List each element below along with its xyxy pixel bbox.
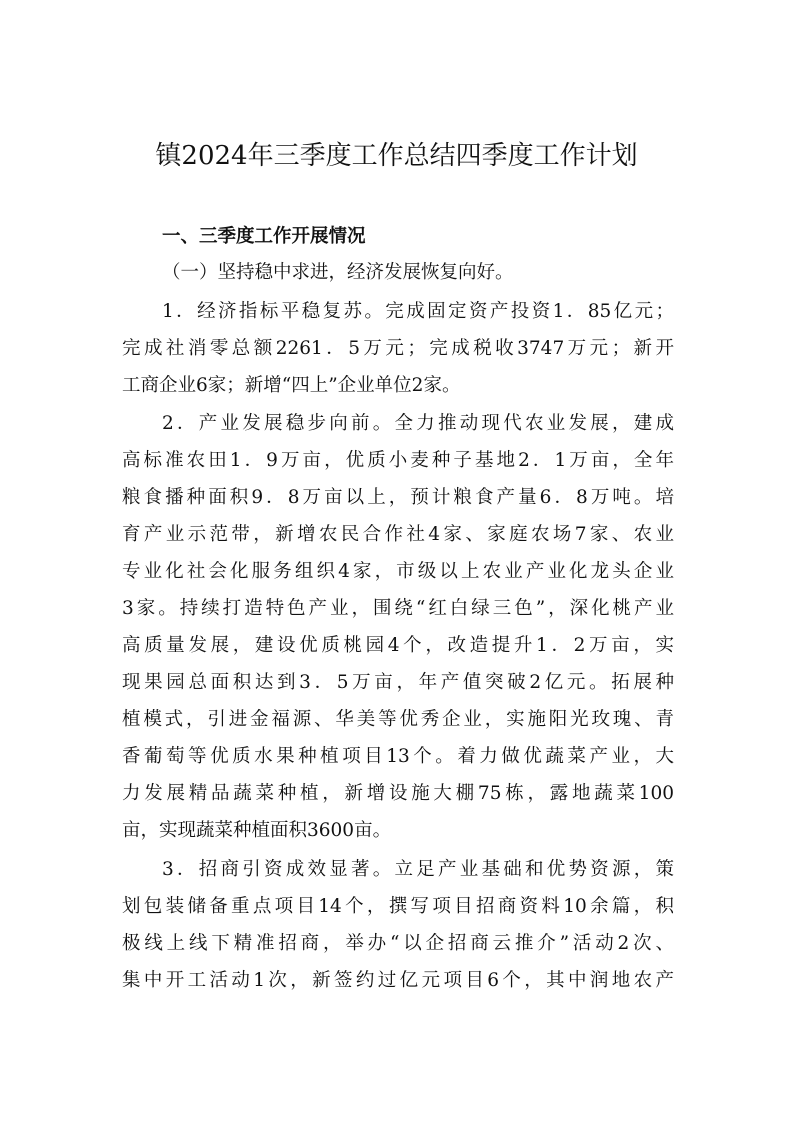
paragraph-line: 2．产业发展稳步向前。全力推动现代农业发展，建成 (162, 413, 674, 434)
paragraph-line: 完成社消零总额2261．5万元；完成税收3747万元；新开 (122, 338, 674, 359)
paragraph-line: 香葡萄等优质水果种植项目13个。着力做优蔬菜产业，大 (122, 746, 674, 767)
paragraph-line: 1．经济指标平稳复苏。完成固定资产投资1．85亿元； (162, 301, 674, 322)
paragraph-line: 专业化社会化服务组织4家，市级以上农业产业化龙头企业 (122, 561, 674, 582)
paragraph-line: 育产业示范带，新增农民合作社4家、家庭农场7家、农业 (122, 524, 674, 545)
paragraph-line: 亩，实现蔬菜种植面积3600亩。 (122, 820, 392, 841)
paragraph-line: 现果园总面积达到3．5万亩，年产值突破2亿元。拓展种 (122, 672, 674, 693)
paragraph-line: 高质量发展，建设优质桃园4个，改造提升1．2万亩，实 (122, 635, 674, 656)
paragraph-line: 粮食播种面积9．8万亩以上，预计粮食产量6．8万吨。培 (122, 487, 674, 508)
paragraph-line: 植模式，引进金福源、华美等优秀企业，实施阳光玫瑰、青 (122, 709, 674, 730)
document-title: 镇2024年三季度工作总结四季度工作计划 (155, 141, 638, 171)
paragraph-line: 高标准农田1．9万亩，优质小麦种子基地2．1万亩，全年 (122, 450, 674, 471)
paragraph-line: 极线上线下精准招商，举办“以企招商云推介”活动2次、 (122, 933, 674, 954)
paragraph-line: 3家。持续打造特色产业，围绕“红白绿三色”，深化桃产业 (122, 598, 674, 619)
paragraph-line: 划包装储备重点项目14个，撰写项目招商资料10余篇，积 (122, 896, 674, 917)
sub-heading: （一）坚持稳中求进，经济发展恢复向好。 (162, 262, 514, 283)
paragraph-line: 集中开工活动1次，新签约过亿元项目6个，其中润地农产 (122, 970, 674, 991)
section-heading: 一、三季度工作开展情况 (162, 226, 366, 247)
paragraph-line: 力发展精品蔬菜种植，新增设施大棚75栋，露地蔬菜100 (122, 783, 674, 804)
paragraph-line: 工商企业6家；新增“四上”企业单位2家。 (122, 375, 461, 396)
paragraph-line: 3．招商引资成效显著。立足产业基础和优势资源，策 (162, 859, 674, 880)
